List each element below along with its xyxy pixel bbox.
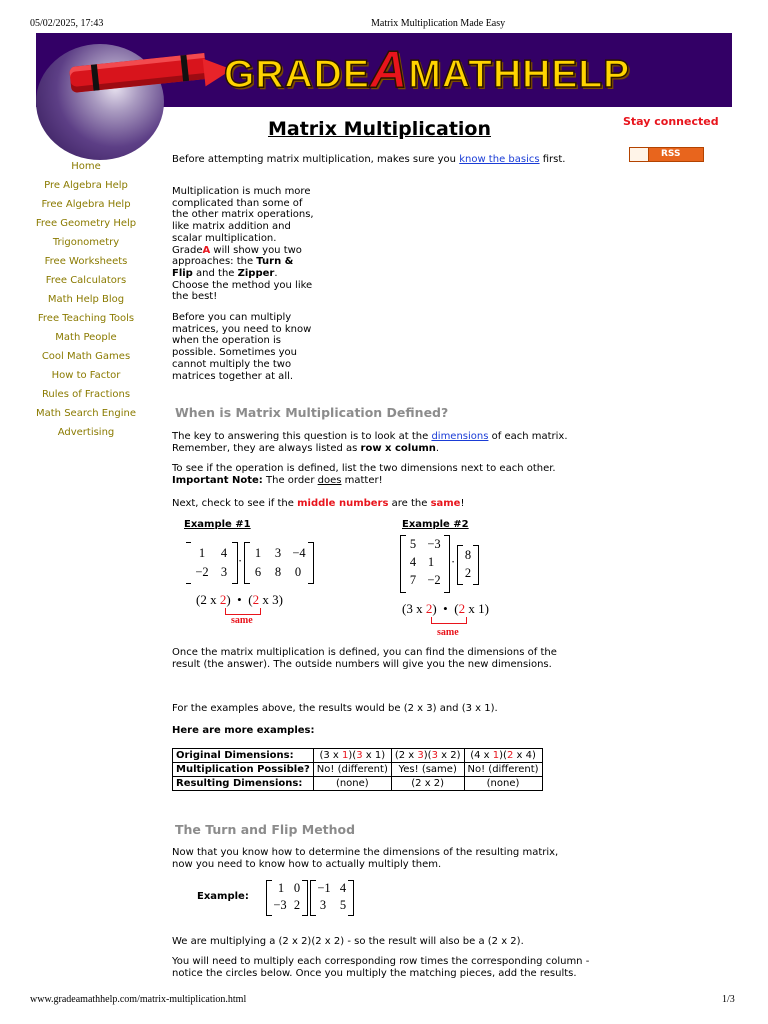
example1-label: Example #1: [184, 519, 251, 530]
table-cell: No! (different): [464, 763, 542, 777]
table-cell: Yes! (same): [391, 763, 464, 777]
sidebar-item-factor[interactable]: How to Factor: [51, 370, 121, 381]
table-row-label: Multiplication Possible?: [173, 763, 314, 777]
rss-button[interactable]: [629, 147, 704, 162]
sidebar-item-teaching-tools[interactable]: Free Teaching Tools: [37, 313, 135, 324]
logo-a: A: [369, 41, 409, 99]
table-cell: (3 x 1)(3 x 1): [313, 749, 391, 763]
table-row: [173, 749, 543, 763]
section2-paragraph-1: Now that you know how to determine the dimensions of the resulting matrix, now you need to know how to actually multiply them.: [172, 847, 559, 870]
section1-paragraph-3: Next, check to see if the middle numbers are the same!: [172, 498, 465, 509]
approaches-paragraph: Multiplication is much more complicated than some of the other matrix operations, like matrix addition and scalar multiplication. GradeA will show you two approaches: the Turn & Flip and the Zipper. Choose the method you like the best!: [172, 186, 314, 303]
print-datetime: 05/02/2025, 17:43: [30, 18, 104, 29]
example1-dot: ·: [238, 554, 243, 568]
section1-paragraph-2: To see if the operation is defined, list the two dimensions next to each other. Important Note: The order does matter!: [172, 463, 556, 486]
result-dimensions-paragraph: Once the matrix multiplication is defined, you can find the dimensions of the result (the answer). The outside numbers will give you the new dimensions.: [172, 647, 557, 670]
section2-example-label: Example:: [197, 891, 249, 902]
example1-dimensions: (2 x 2) • (2 x 3): [196, 592, 283, 607]
more-examples-label: Here are more examples:: [172, 725, 315, 736]
sidebar-item-advertising[interactable]: Advertising: [57, 427, 115, 438]
print-page-number: 1/3: [722, 994, 735, 1005]
print-doc-title: Matrix Multiplication Made Easy: [371, 18, 506, 29]
dimensions-link[interactable]: dimensions: [431, 431, 489, 442]
section2-paragraph-3: You will need to multiply each corresponding row times the corresponding column - notice the circles below. Once you multiply the matching pieces, add the results.: [172, 956, 590, 979]
prerequisite-paragraph: Before you can multiply matrices, you need to know when the operation is possible. Sometimes you cannot multiply the two matrices together at all.: [172, 312, 312, 382]
site-logo[interactable]: [224, 41, 631, 99]
table-cell: No! (different): [313, 763, 391, 777]
sidebar-item-geometry[interactable]: Free Geometry Help: [35, 218, 137, 229]
logo-grade: GRADE: [224, 53, 370, 96]
example2-label: Example #2: [402, 519, 469, 530]
sidebar-item-home[interactable]: Home: [71, 161, 101, 172]
table-row: [173, 763, 543, 777]
table-cell: (4 x 1)(2 x 4): [464, 749, 542, 763]
example2-bracket: [431, 617, 467, 624]
section-heading-defined: When is Matrix Multiplication Defined?: [175, 405, 449, 420]
page-title: Matrix Multiplication: [268, 118, 491, 140]
table-row: [173, 777, 543, 791]
example1-same-label: same: [231, 615, 253, 626]
example2-dimensions: (3 x 2) • (2 x 1): [402, 601, 489, 616]
table-cell: (2 x 2): [391, 777, 464, 791]
sidebar-item-blog[interactable]: Math Help Blog: [47, 294, 125, 305]
stay-connected-heading: Stay connected: [623, 115, 719, 128]
sidebar-item-trigonometry[interactable]: Trigonometry: [52, 237, 120, 248]
section-heading-turn-and-flip: The Turn and Flip Method: [175, 822, 356, 837]
sidebar-item-math-people[interactable]: Math People: [55, 332, 117, 343]
sidebar-item-pre-algebra[interactable]: Pre Algebra Help: [44, 180, 128, 191]
example2-dot: ·: [451, 555, 456, 569]
intro-paragraph: Before attempting matrix multiplication, makes sure you know the basics first.: [172, 154, 566, 165]
sidebar-item-fractions[interactable]: Rules of Fractions: [41, 389, 131, 400]
logo-mathhelp: MATHHELP: [408, 53, 631, 96]
section1-paragraph-1: The key to answering this question is to look at the dimensions of each matrix. Remember, they are always listed as row x column.: [172, 431, 568, 454]
know-the-basics-link[interactable]: know the basics: [459, 154, 540, 165]
sidebar-item-search-engine[interactable]: Math Search Engine: [36, 408, 136, 419]
rss-label: RSS: [661, 149, 681, 159]
table-cell: (none): [464, 777, 542, 791]
example2-same-label: same: [437, 627, 459, 638]
table-cell: (none): [313, 777, 391, 791]
table-row-label: Original Dimensions:: [173, 749, 314, 763]
rss-icon: [630, 148, 649, 161]
sidebar-item-math-games[interactable]: Cool Math Games: [41, 351, 131, 362]
print-url: www.gradeamathhelp.com/matrix-multiplication.html: [30, 994, 247, 1005]
sidebar-item-worksheets[interactable]: Free Worksheets: [44, 256, 128, 267]
example1-bracket: [225, 608, 261, 615]
table-cell: (2 x 3)(3 x 2): [391, 749, 464, 763]
sidebar-item-algebra[interactable]: Free Algebra Help: [41, 199, 131, 210]
sidebar-nav: [30, 160, 142, 445]
dimensions-table: [172, 748, 543, 791]
results-sentence: For the examples above, the results would be (2 x 3) and (3 x 1).: [172, 703, 498, 714]
table-row-label: Resulting Dimensions:: [173, 777, 314, 791]
section2-paragraph-2: We are multiplying a (2 x 2)(2 x 2) - so the result will also be a (2 x 2).: [172, 936, 524, 947]
sidebar-item-calculators[interactable]: Free Calculators: [45, 275, 127, 286]
